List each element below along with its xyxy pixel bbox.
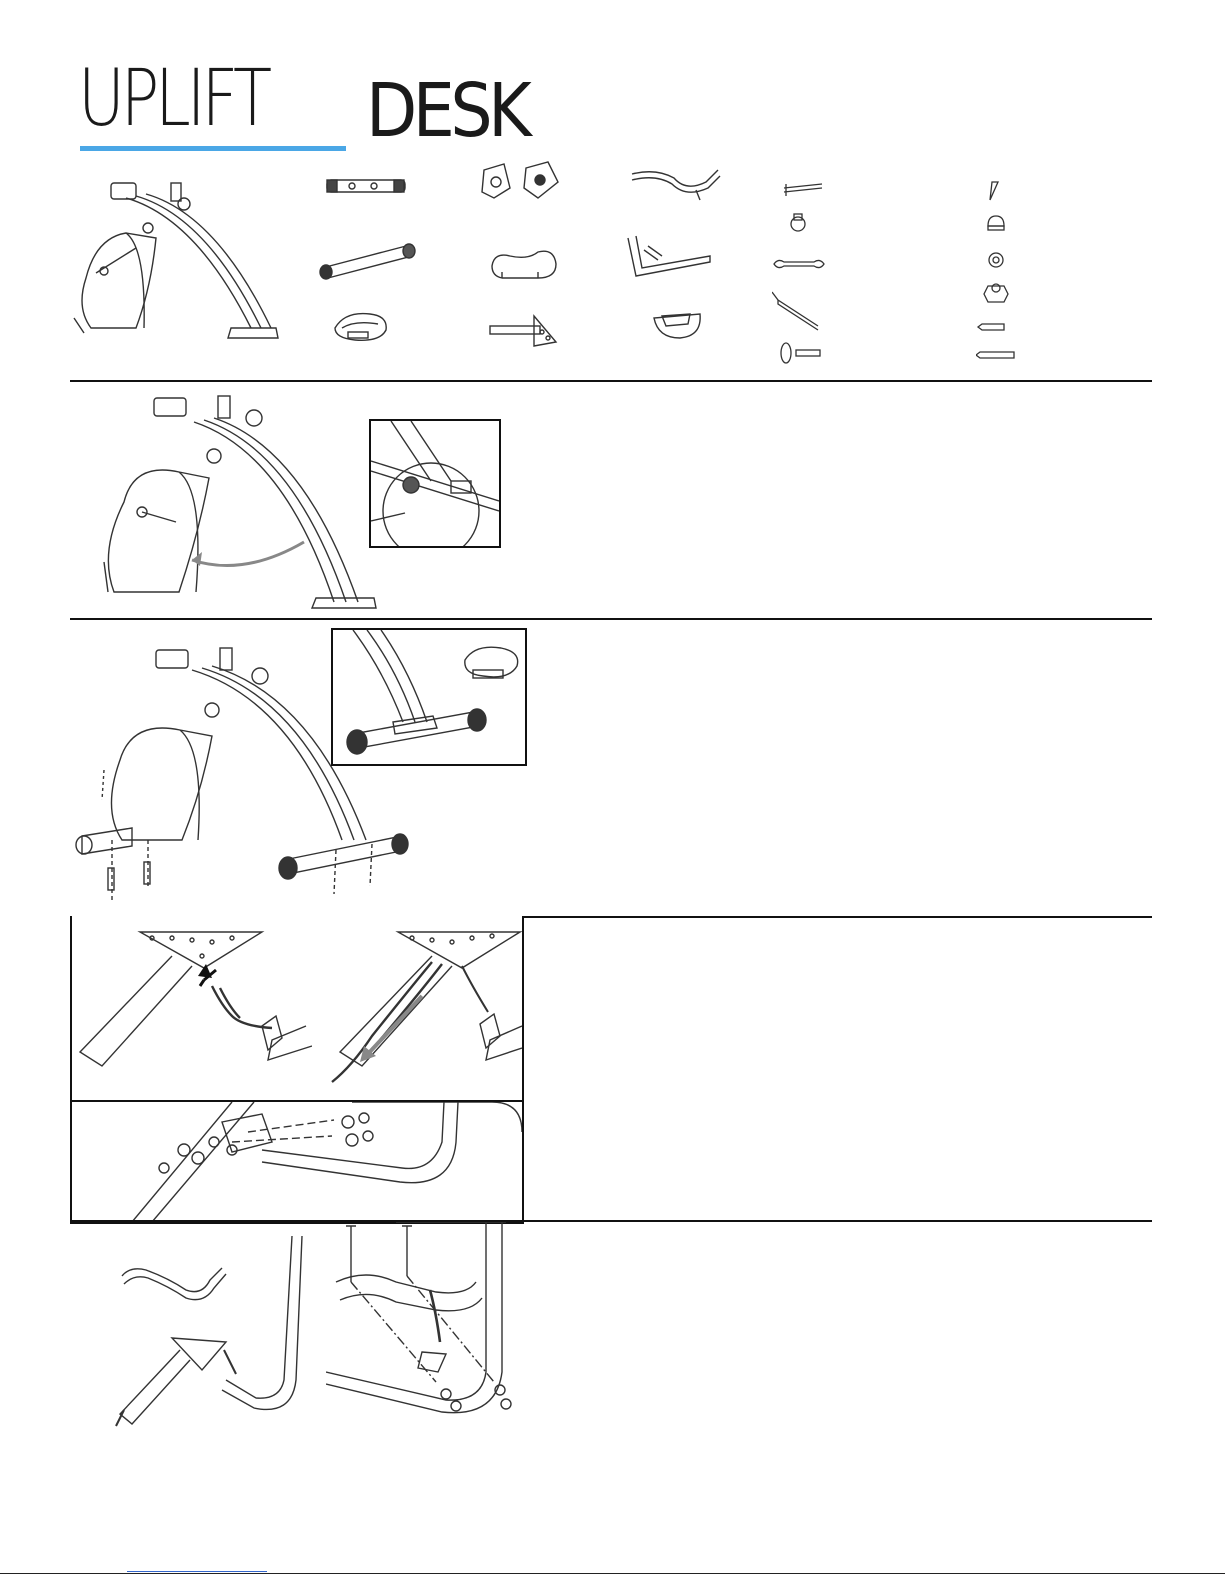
logo-word-uplift: UPLIFT	[78, 54, 269, 144]
hardware-column-a	[772, 178, 828, 378]
footer-rule	[0, 1573, 1225, 1574]
step2-detail-inset	[331, 628, 527, 766]
section-divider	[70, 1220, 1152, 1222]
step3-panel-c	[70, 1100, 524, 1224]
rear-stabilizer-part	[322, 168, 412, 208]
section-divider	[70, 618, 1152, 620]
seat-cushion-part	[488, 244, 560, 284]
seat-bracket-parts	[476, 158, 564, 216]
step1-detail-inset	[369, 419, 501, 548]
bike-frame-illustration	[66, 178, 286, 348]
hardware-column-b	[976, 178, 1020, 378]
front-stabilizer-part	[314, 236, 420, 282]
step4-assembly-a	[106, 1230, 316, 1430]
footer-link-underline[interactable]	[127, 1571, 267, 1572]
logo-word-desk: DESK	[366, 68, 528, 154]
step3-panel-b	[312, 916, 524, 1102]
pedal-strap-part	[650, 300, 706, 344]
step1-assembly-illustration	[84, 392, 384, 614]
logo-underline	[80, 146, 346, 151]
seat-post-plate-part	[486, 306, 562, 350]
handlebar-part	[626, 160, 726, 206]
handlebar-post-part	[618, 230, 718, 290]
step3-panel-a	[70, 916, 316, 1102]
section-divider	[70, 380, 1152, 382]
pedal-part	[330, 306, 392, 346]
step4-assembly-b	[326, 1222, 526, 1432]
